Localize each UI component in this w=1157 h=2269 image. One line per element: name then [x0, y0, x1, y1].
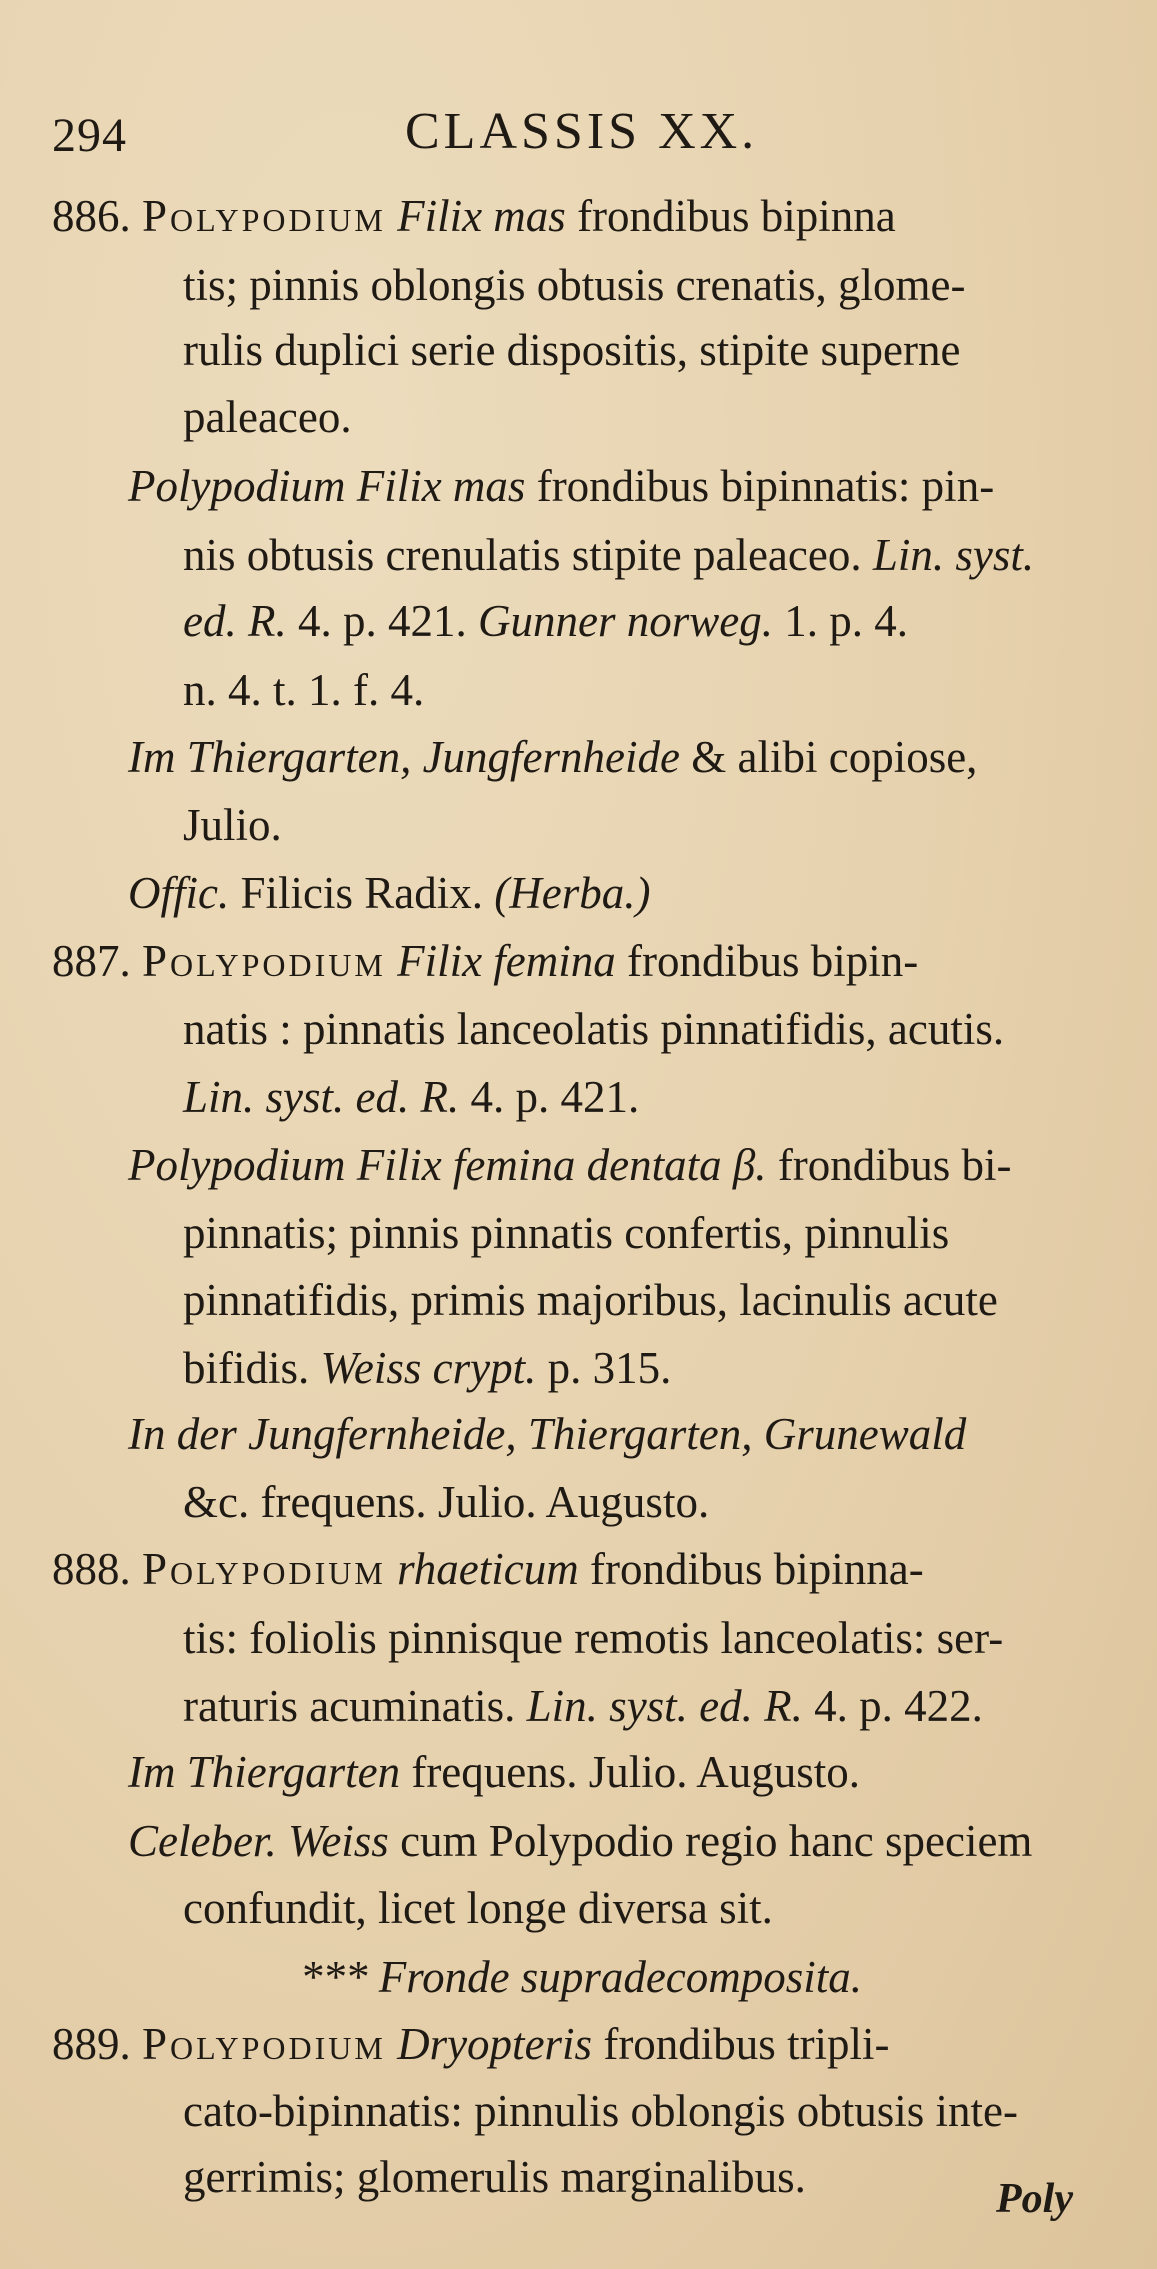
text-segment: Filicis Radix.: [229, 868, 495, 918]
text-segment: [386, 1544, 397, 1594]
text-line: [52, 932, 918, 990]
text-line: [183, 661, 424, 719]
text-segment: [386, 2019, 397, 2069]
text-line: [183, 2082, 1018, 2140]
italic-text: Filix mas: [397, 191, 566, 241]
italic-text: Polypodium Filix femina dentata β.: [128, 1140, 767, 1190]
text-segment: frondibus bi-: [766, 1140, 1012, 1190]
text-line: [52, 1540, 924, 1598]
text-segment: pinnatis; pinnis pinnatis confertis, pinnulis: [183, 1208, 950, 1258]
text-line: [183, 1609, 1003, 1667]
text-segment: natis : pinnatis lanceolatis pinnatifidis, acutis.: [183, 1004, 1005, 1054]
text-line: [128, 1812, 1032, 1870]
text-segment: & alibi copiose,: [679, 732, 978, 782]
text-segment: 889.: [52, 2019, 142, 2069]
text-segment: pinnatifidis, primis majoribus, lacinulis acute: [183, 1275, 998, 1325]
text-segment: nis obtusis crenulatis stipite paleaceo.: [183, 530, 873, 580]
italic-text: Gunner norweg.: [477, 596, 773, 646]
genus-name: Polypodium: [142, 1544, 386, 1594]
text-line: [183, 526, 1034, 584]
page-header: [0, 100, 1157, 170]
italic-text: Dryopteris: [397, 2019, 593, 2069]
italic-text: ed. R.: [183, 596, 287, 646]
text-line: [128, 1405, 966, 1463]
text-segment: 4. p. 421.: [459, 1072, 640, 1122]
text-line: [183, 796, 282, 854]
text-line: [128, 457, 994, 515]
text-line: [183, 321, 960, 379]
text-segment: rulis duplici serie dispositis, stipite superne: [183, 325, 961, 375]
text-line: [183, 592, 908, 650]
text-line: [183, 1677, 983, 1735]
text-line: [128, 1136, 1012, 1194]
text-line: [183, 1204, 949, 1262]
italic-text: Lin. syst.: [872, 530, 1035, 580]
text-line: [128, 864, 650, 922]
italic-text: rhaeticum: [397, 1544, 579, 1594]
page-number: 294: [52, 109, 127, 162]
text-line: [183, 1473, 709, 1531]
text-line: [52, 187, 896, 245]
text-segment: cum Polypodio regio hanc speciem: [388, 1816, 1033, 1866]
text-segment: [386, 936, 397, 986]
text-segment: frondibus bipinna: [565, 191, 896, 241]
text-segment: 4. p. 422.: [802, 1681, 983, 1731]
text-segment: tis; pinnis oblongis obtusis crenatis, glome-: [183, 260, 966, 310]
text-segment: 4. p. 421.: [286, 596, 478, 646]
text-segment: n. 4. t. 1. f. 4.: [183, 665, 425, 715]
italic-text: Offic.: [128, 868, 230, 918]
text-line: [300, 1948, 862, 2006]
text-line: [52, 2015, 890, 2073]
text-line: [183, 1000, 1004, 1058]
running-head: CLASSIS XX.: [405, 103, 759, 160]
italic-text: Celeber. Weiss: [128, 1816, 389, 1866]
text-line: [128, 728, 977, 786]
text-segment: p. 315.: [536, 1343, 672, 1393]
genus-name: Polypodium: [142, 936, 386, 986]
genus-name: Polypodium: [142, 2019, 386, 2069]
text-line: [183, 256, 965, 314]
text-segment: 886.: [52, 191, 142, 241]
text-line: [183, 2148, 806, 2206]
genus-name: Polypodium: [142, 191, 386, 241]
text-segment: 1. p. 4.: [772, 596, 908, 646]
text-line: [183, 1271, 998, 1329]
text-segment: frondibus bipinna-: [578, 1544, 924, 1594]
text-segment: [386, 191, 397, 241]
text-segment: bifidis.: [183, 1343, 321, 1393]
italic-text: Lin. syst. ed. R.: [183, 1072, 460, 1122]
text-segment: confundit, licet longe diversa sit.: [183, 1883, 773, 1933]
text-segment: Julio.: [183, 800, 282, 850]
italic-text: Im Thiergarten, Jungfernheide: [128, 732, 680, 782]
italic-text: Weiss crypt.: [320, 1343, 537, 1393]
text-line: [183, 1068, 639, 1126]
text-segment: gerrimis; glomerulis marginalibus.: [183, 2152, 806, 2202]
italic-text: In der Jungfernheide, Thiergarten, Grunewald: [128, 1409, 967, 1459]
text-segment: 887.: [52, 936, 142, 986]
italic-text: (Herba.): [494, 868, 651, 918]
text-segment: frondibus bipinnatis: pin-: [525, 461, 995, 511]
italic-text: Lin. syst. ed. R.: [526, 1681, 803, 1731]
text-segment: frondibus bipin-: [615, 936, 919, 986]
catchword: Poly: [996, 2176, 1073, 2222]
italic-text: *** Fronde supradecomposita.: [300, 1952, 863, 2002]
italic-text: Filix femina: [397, 936, 616, 986]
text-line: [183, 1879, 773, 1937]
text-line: [128, 1743, 860, 1801]
text-segment: 888.: [52, 1544, 142, 1594]
text-segment: cato-bipinnatis: pinnulis oblongis obtusis inte-: [183, 2086, 1018, 2136]
text-segment: raturis acuminatis.: [183, 1681, 527, 1731]
italic-text: Im Thiergarten: [128, 1747, 401, 1797]
italic-text: Polypodium Filix mas: [128, 461, 526, 511]
text-segment: frondibus tripli-: [592, 2019, 890, 2069]
text-line: [183, 1339, 671, 1397]
text-segment: &c. frequens. Julio. Augusto.: [183, 1477, 710, 1527]
text-segment: frequens. Julio. Augusto.: [400, 1747, 861, 1797]
text-line: [183, 388, 352, 446]
text-segment: tis: foliolis pinnisque remotis lanceolatis: ser-: [183, 1613, 1004, 1663]
text-segment: paleaceo.: [183, 392, 352, 442]
